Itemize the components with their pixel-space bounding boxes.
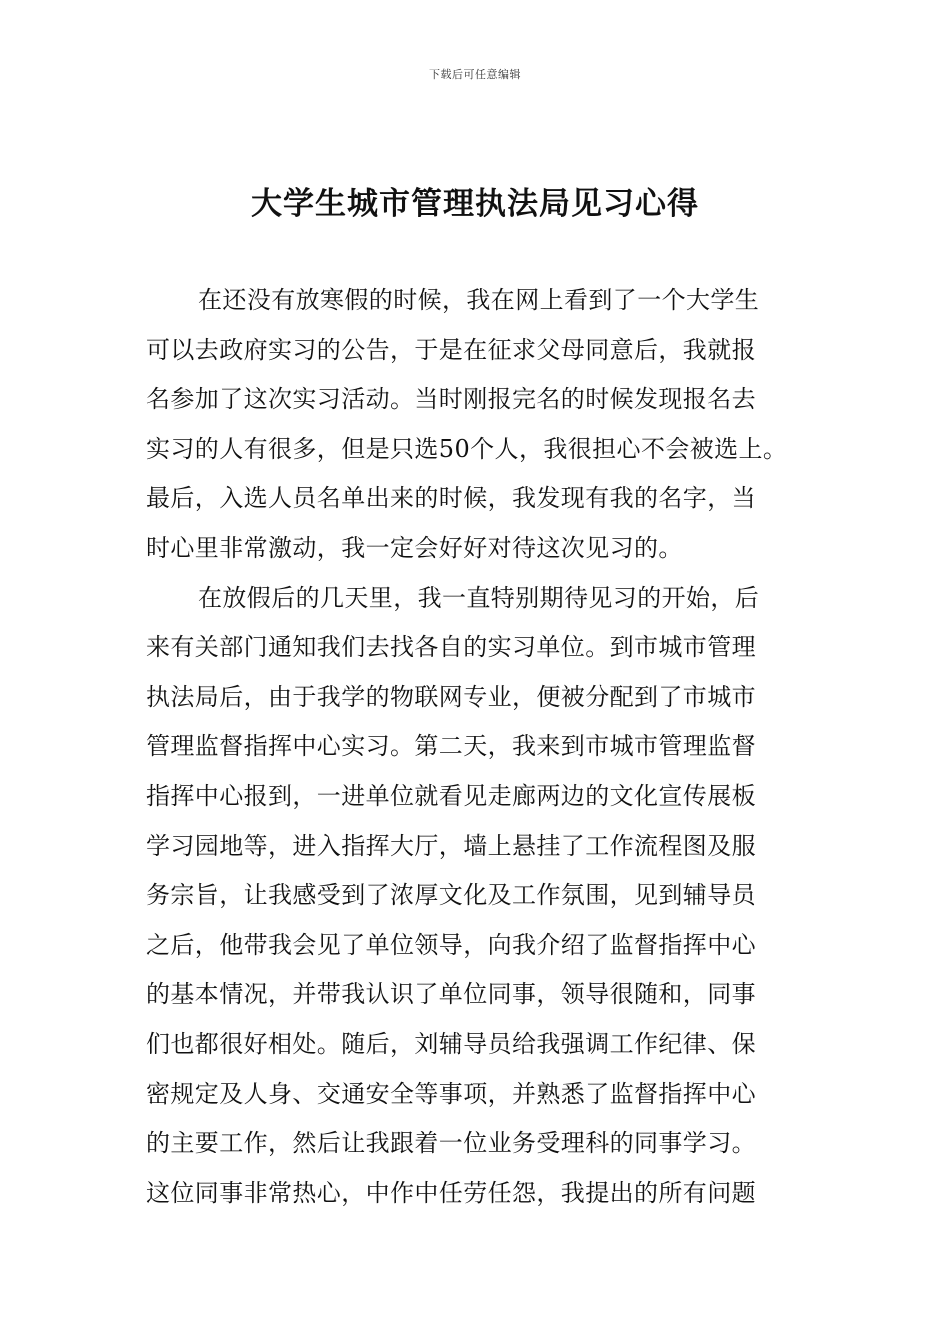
body-line: 密规定及人身、交通安全等事项，并熟悉了监督指挥中心 (146, 1079, 756, 1108)
body-line: 可以去政府实习的公告，于是在征求父母同意后，我就报 (146, 335, 756, 364)
body-line: 们也都很好相处。随后，刘辅导员给我强调工作纪律、保 (146, 1029, 756, 1058)
body-line: 这位同事非常热心，中作中任劳任怨，我提出的所有问题 (146, 1178, 756, 1207)
body-line: 的基本情况，并带我认识了单位同事，领导很随和，同事 (146, 980, 756, 1009)
body-line: 实习的人有很多，但是只选50个人，我很担心不会被选上。 (146, 434, 788, 463)
body-line: 指挥中心报到，一进单位就看见走廊两边的文化宣传展板 (146, 781, 756, 810)
body-line: 在还没有放寒假的时候，我在网上看到了一个大学生 (198, 286, 760, 314)
body-line: 来有关部门通知我们去找各自的实习单位。到市城市管理 (146, 633, 756, 662)
body-line: 管理监督指挥中心实习。第二天，我来到市城市管理监督 (146, 732, 756, 761)
body-line: 的主要工作，然后让我跟着一位业务受理科的同事学习。 (146, 1129, 756, 1158)
body-line: 执法局后，由于我学的物联网专业，便被分配到了市城市 (146, 682, 756, 711)
body-line: 务宗旨，让我感受到了浓厚文化及工作氛围，见到辅导员 (146, 881, 756, 910)
body-line: 之后，他带我会见了单位领导，向我介绍了监督指挥中心 (146, 930, 756, 959)
document-body (146, 282, 846, 1224)
body-line: 在放假后的几天里，我一直特别期待见习的开始，后 (198, 583, 760, 612)
header-note: 下载后可任意编辑 (429, 68, 521, 81)
body-line: 时心里非常激动，我一定会好好对待这次见习的。 (146, 533, 683, 562)
body-line: 学习园地等，进入指挥大厅，墙上悬挂了工作流程图及服 (146, 831, 756, 860)
body-line: 最后，入选人员名单出来的时候，我发现有我的名字，当 (146, 484, 756, 513)
body-line: 名参加了这次实习活动。当时刚报完名的时候发现报名去 (146, 385, 756, 414)
document-title: 大学生城市管理执法局见习心得 (251, 186, 699, 222)
